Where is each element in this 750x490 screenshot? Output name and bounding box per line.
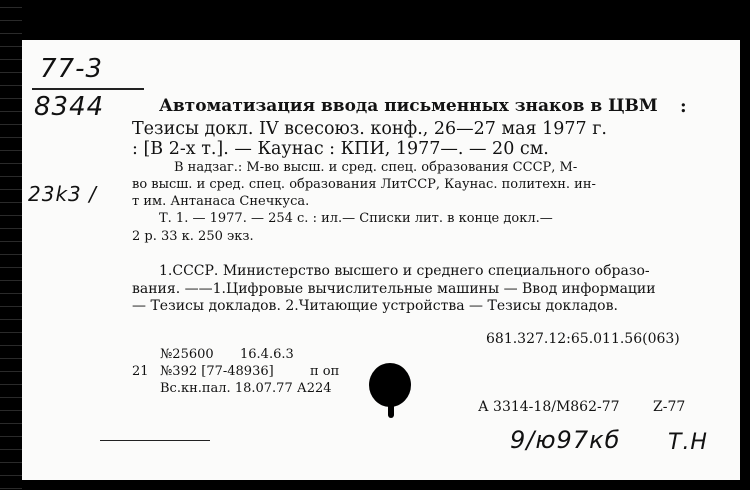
title-line-2: Тезисы докл. IV всесоюз. конф., 26—27 мая 1977 г.: [132, 119, 607, 139]
handwritten-signature: 9/ю97кб: [510, 426, 621, 454]
order-code: 16.4.6.3: [240, 347, 294, 362]
udc-code: 681.327.12:65.011.56(063): [486, 331, 680, 347]
title-bold: Автоматизация ввода письменных знаков в ЦВМ: [159, 96, 658, 116]
note-line-3: т им. Антанаса Снечкуса.: [132, 194, 310, 209]
order-number: №25600: [160, 347, 214, 362]
catalog-card: [22, 40, 740, 480]
print-signature: Вс.кн.пал. 18.07.77 А224: [160, 381, 332, 396]
subject-line-1: 1.СССР. Министерство высшего и среднего специального образо-: [159, 263, 650, 279]
handwritten-side-note: 23k3 /: [28, 182, 97, 206]
ink-blot: [369, 363, 411, 407]
print-tail: п оп: [310, 364, 340, 379]
line-number: 21: [132, 364, 149, 379]
bottom-rule: [100, 440, 210, 441]
note-line-1: В надзаг.: М-во высш. и сред. спец. образования СССР, М-: [174, 160, 578, 175]
card-binding-edge: [0, 0, 22, 490]
handwritten-code-top: 77-3: [40, 54, 104, 84]
z-code: Z-77: [653, 399, 686, 415]
print-number: №392 [77-48936]: [160, 364, 274, 379]
subject-line-2: вания. ——1.Цифровые вычислительные машины — Ввод информации: [132, 281, 656, 297]
volume-line-1: Т. 1. — 1977. — 254 с. : ил.— Списки лит. в конце докл.—: [159, 211, 553, 226]
title-colon: :: [680, 96, 687, 117]
classification-code: А 3314-18/М862-77: [478, 399, 620, 415]
handwritten-initials: Т.Н: [668, 430, 708, 455]
volume-line-2: 2 р. 33 к. 250 экз.: [132, 229, 254, 244]
title-line-3: : [В 2-х т.]. — Каунас : КПИ, 1977—. — 20 см.: [132, 139, 549, 159]
handwritten-code-bottom: 8344: [34, 92, 105, 122]
subject-line-3: — Тезисы докладов. 2.Читающие устройства — Тезисы докладов.: [132, 298, 618, 314]
note-line-2: во высш. и сред. спец. образования ЛитССР, Каунас. политехн. ин-: [132, 177, 596, 192]
ink-blot-tail: [388, 402, 394, 418]
handwritten-underline: [32, 88, 144, 90]
